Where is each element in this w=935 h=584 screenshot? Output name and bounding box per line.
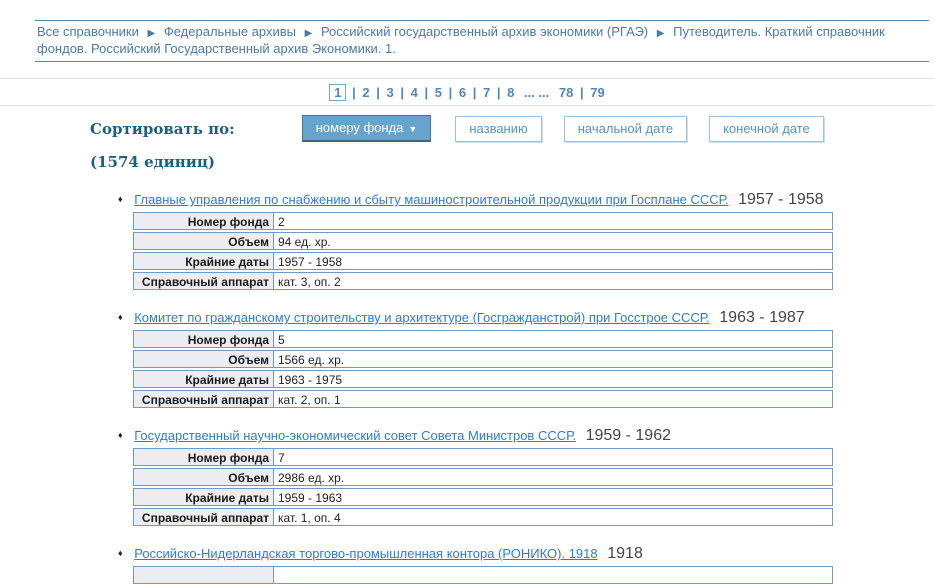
sort-by-start-date-button[interactable]: начальной дате — [564, 116, 687, 142]
field-label: Номер фонда — [134, 331, 274, 347]
list-item — [118, 191, 935, 290]
field-label: Крайние даты — [134, 253, 274, 269]
field-value: 2986 ед. хр. — [274, 469, 832, 485]
field-value: кат. 3, оп. 2 — [274, 273, 832, 289]
fond-title-link[interactable]: Комитет по гражданскому строительству и архитектуре (Госгражданстрой) при Госстрое СССР. — [134, 310, 710, 325]
fond-dates: 1957 - 1958 — [738, 191, 824, 208]
field-label: Справочный аппарат — [134, 509, 274, 525]
fond-details-table — [133, 212, 833, 290]
field-value: 1959 - 1963 — [274, 489, 832, 505]
list-item — [118, 427, 935, 526]
pagination-separator: | — [496, 85, 501, 100]
field-label — [134, 567, 274, 583]
fond-dates: 1959 - 1962 — [585, 427, 671, 444]
table-row — [133, 566, 833, 584]
field-value: 1963 - 1975 — [274, 371, 832, 387]
pagination-separator: | — [400, 85, 404, 100]
bullet-diamond-icon: ♦ — [118, 430, 123, 440]
pagination-page-3[interactable]: 3 — [386, 85, 394, 100]
sort-by-fond-number-button[interactable] — [302, 115, 432, 142]
pagination-separator: | — [472, 85, 477, 100]
fond-dates: 1963 - 1987 — [719, 309, 805, 326]
breadcrumb-arrow-icon: ▶ — [304, 28, 313, 39]
pagination-separator: | — [424, 85, 429, 100]
field-value: 94 ед. хр. — [274, 233, 832, 249]
table-row — [133, 508, 833, 526]
breadcrumb-item-guide[interactable]: Путеводитель. Краткий справочник фондов. Российский Государственный архив Экономики. 1. — [37, 24, 885, 56]
list-item — [118, 309, 935, 408]
pagination-page-7[interactable]: 7 — [483, 85, 491, 100]
bullet-diamond-icon: ♦ — [118, 312, 123, 322]
field-label: Объем — [134, 233, 274, 249]
pagination-separator: | — [448, 85, 453, 100]
fond-title-link[interactable]: Российско-Нидерландская торгово-промышленная контора (РОНИКО). 1918 — [134, 546, 598, 561]
sort-by-end-date-button[interactable]: конечной дате — [709, 116, 824, 142]
table-row — [133, 488, 833, 506]
field-label: Объем — [134, 351, 274, 367]
field-value: 7 — [274, 449, 832, 465]
fond-title-link[interactable]: Государственный научно-экономический совет Совета Министров СССР. — [134, 428, 576, 443]
field-value: 2 — [274, 213, 832, 229]
field-label: Справочный аппарат — [134, 391, 274, 407]
table-row — [133, 350, 833, 368]
fond-title-link[interactable]: Главные управления по снабжению и сбыту машиностроительной продукции при Госплане СССР. — [134, 192, 729, 207]
breadcrumb-item-rgae[interactable]: Российский государственный архив экономики (РГАЭ) — [320, 24, 649, 39]
table-row — [133, 390, 833, 408]
fond-details-table — [133, 448, 833, 526]
table-row — [133, 370, 833, 388]
pagination-page-5[interactable]: 5 — [434, 85, 442, 100]
table-row — [133, 232, 833, 250]
sort-by-label: Сортировать по: — [90, 119, 235, 138]
pagination-page-2[interactable]: 2 — [362, 85, 370, 100]
breadcrumb-item-all-guides[interactable]: Все справочники — [37, 24, 139, 39]
breadcrumb-item-federal-archives[interactable]: Федеральные архивы — [163, 24, 296, 39]
field-value: кат. 1, оп. 4 — [274, 509, 832, 525]
fond-list — [118, 191, 935, 584]
table-row — [133, 468, 833, 486]
pagination-separator: | — [376, 85, 380, 100]
table-row — [133, 330, 833, 348]
sort-by-name-button[interactable]: названию — [455, 116, 541, 142]
list-item — [118, 545, 935, 584]
table-row — [133, 252, 833, 270]
pagination-current-page: 1 — [329, 84, 346, 101]
fond-title-row — [118, 427, 935, 444]
pagination-page-4[interactable]: 4 — [410, 85, 418, 100]
pagination — [0, 78, 935, 106]
breadcrumb — [35, 20, 929, 62]
field-value: кат. 2, оп. 1 — [274, 391, 832, 407]
bullet-diamond-icon: ♦ — [118, 548, 123, 558]
fond-details-table — [133, 330, 833, 408]
field-value: 1957 - 1958 — [274, 253, 832, 269]
fond-title-row — [118, 309, 935, 326]
table-row — [133, 212, 833, 230]
sort-toolbar — [90, 115, 935, 142]
dropdown-arrow-icon: ▼ — [408, 124, 418, 134]
fond-dates: 1918 — [607, 545, 643, 562]
table-row — [133, 272, 833, 290]
field-label: Номер фонда — [134, 213, 274, 229]
field-value — [274, 567, 832, 583]
pagination-page-6[interactable]: 6 — [458, 85, 467, 100]
pagination-separator: | — [352, 85, 356, 100]
fond-title-row — [118, 191, 935, 208]
pagination-page-8[interactable]: 8 — [507, 85, 515, 100]
bullet-diamond-icon: ♦ — [118, 194, 123, 204]
pagination-ellipsis: ... ... — [523, 85, 550, 100]
fond-details-table — [133, 566, 833, 584]
fond-title-row — [118, 545, 935, 562]
pagination-page-78[interactable]: 78 — [558, 85, 574, 100]
field-label: Крайние даты — [134, 371, 274, 387]
field-label: Объем — [134, 469, 274, 485]
results-count: (1574 единиц) — [90, 153, 216, 171]
breadcrumb-arrow-icon: ▶ — [656, 28, 665, 39]
field-value: 5 — [274, 331, 832, 347]
field-label: Крайние даты — [134, 489, 274, 505]
table-row — [133, 448, 833, 466]
field-label: Справочный аппарат — [134, 273, 274, 289]
field-value: 1566 ед. хр. — [274, 351, 832, 367]
breadcrumb-arrow-icon: ▶ — [147, 28, 156, 39]
pagination-page-79[interactable]: 79 — [590, 85, 605, 100]
field-label: Номер фонда — [134, 449, 274, 465]
sort-active-label: номеру фонда — [315, 120, 404, 135]
pagination-separator: | — [580, 85, 584, 100]
